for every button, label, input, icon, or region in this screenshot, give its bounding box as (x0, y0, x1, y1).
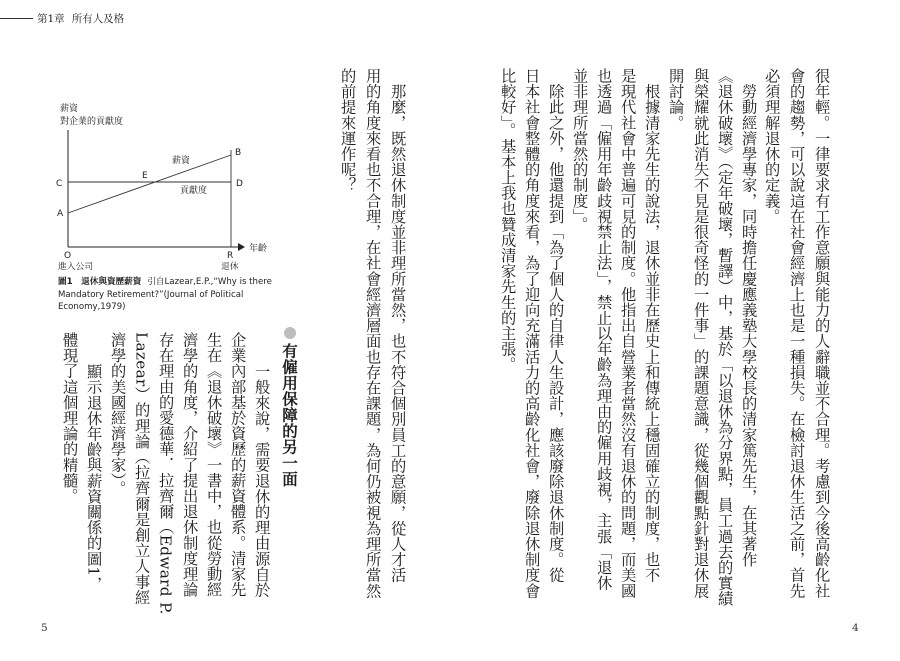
chapter-number: 第1章 (37, 13, 65, 25)
right-page-number: 4 (852, 622, 859, 634)
left-page-number: 5 (41, 622, 48, 634)
y-axis-label-line1: 薪資 (60, 104, 79, 114)
text-column: 勞動經濟學專家，同時擔任慶應義塾大學校長的清家篤先生，在其著作 (739, 68, 758, 568)
text-column: 與榮耀就此消失不見是很奇怪的一件事」的課題意識，從幾個觀點針對退休展 (691, 68, 710, 599)
text-column: 也透過「僱用年齡歧視禁止法」，禁止以年齡為理由的僱用歧視，主張「退休 (594, 68, 613, 591)
text-column: 很年輕。一律要求有工作意願與能力的人辭職並不合理。考慮到今後高齡化社 (812, 68, 831, 599)
text-column: 根據清家先生的說法，退休並非在歷史上和傳統上穩固確立的制度，也不 (642, 68, 661, 583)
text-column: 濟學的美國經濟學家）。 (108, 332, 127, 496)
x-axis-label: 年齡 (249, 244, 268, 254)
point-d: D (236, 179, 243, 189)
text-column: 比較好」。基本上我也贊成清家先生的主張。 (498, 68, 517, 373)
text-column: 必須理解退休的定義。 (762, 68, 781, 224)
text-column: 開討論。 (666, 68, 685, 131)
text-column: 濟學的角度，介紹了提出退休制度理論 (180, 332, 199, 598)
point-a: A (57, 209, 64, 219)
point-b: B (235, 148, 242, 158)
section-heading: 有僱用保障的另一面 (280, 343, 298, 487)
caption-label: 圖1 退休與資歷薪資 (58, 277, 142, 287)
text-column: 日本社會整體的角度來看，為了迎向充滿活力的高齡化社會，廢除退休制度會 (522, 68, 541, 599)
text-column: 體現了這個理論的精髓。 (60, 332, 79, 504)
chapter-title: 所有人及格 (71, 13, 125, 25)
figure-caption (58, 276, 273, 314)
text-column: 會的趨勢，可以說這在社會經濟上也是一種損失。在檢討退休生活之前，首先 (787, 68, 806, 599)
point-o: O (64, 251, 72, 261)
text-column: Lazear）的理論（拉齊爾是創立人事經 (132, 332, 151, 606)
text-column: 顯示退休年齡與薪資關係的圖1， (84, 348, 103, 593)
text-column: 用的角度來看也不合理，在社會經濟層面也存在課題，為何仍被視為理所當然 (363, 68, 382, 599)
contribution-label: 貢獻度 (180, 186, 208, 196)
text-column: 是現代社會中普遍可見的制度。他指出自營業者當然沒有退休的問題，而美國 (618, 68, 637, 599)
wage-line (68, 155, 231, 213)
point-c: C (56, 179, 63, 189)
text-column: 除此之外，他還提到「為了個人的自律人生設計，應該廢除退休制度。從 (546, 68, 565, 583)
text-column: 企業內部基於資歷的薪資體系。清家先 (228, 332, 247, 598)
point-e: E (142, 171, 148, 181)
y-axis-label-line2: 對企業的貢獻度 (60, 117, 124, 127)
text-column: 那麼，既然退休制度並非理所當然，也不符合個別員工的意願，從人才活 (388, 68, 407, 583)
text-column: 生在《退休破壞》一書中，也從勞動經 (204, 332, 223, 598)
point-r: R (227, 251, 234, 261)
caption-text: 引自Lazear,E.P.,“Why is there Mandatory Retirement?”(Journal of Political Economy,1979) (58, 277, 272, 312)
wage-label: 薪資 (172, 156, 191, 166)
text-column: 的前提來運作呢？ (338, 68, 357, 193)
text-column: 並非理所當然的制度」。 (570, 68, 589, 232)
text-column: 一般來說，需要退休的理由源自於 (252, 348, 271, 598)
x-end-label: 退休 (221, 262, 239, 272)
text-column: 存在理由的愛德華．拉齊爾（Edward P. (156, 332, 175, 615)
x-start-label: 進入公司 (58, 262, 94, 272)
text-column: 《退休破壞》（定年破壞，暫譯）中，基於「以退休為分界點，員工過去的實績 (715, 68, 734, 607)
